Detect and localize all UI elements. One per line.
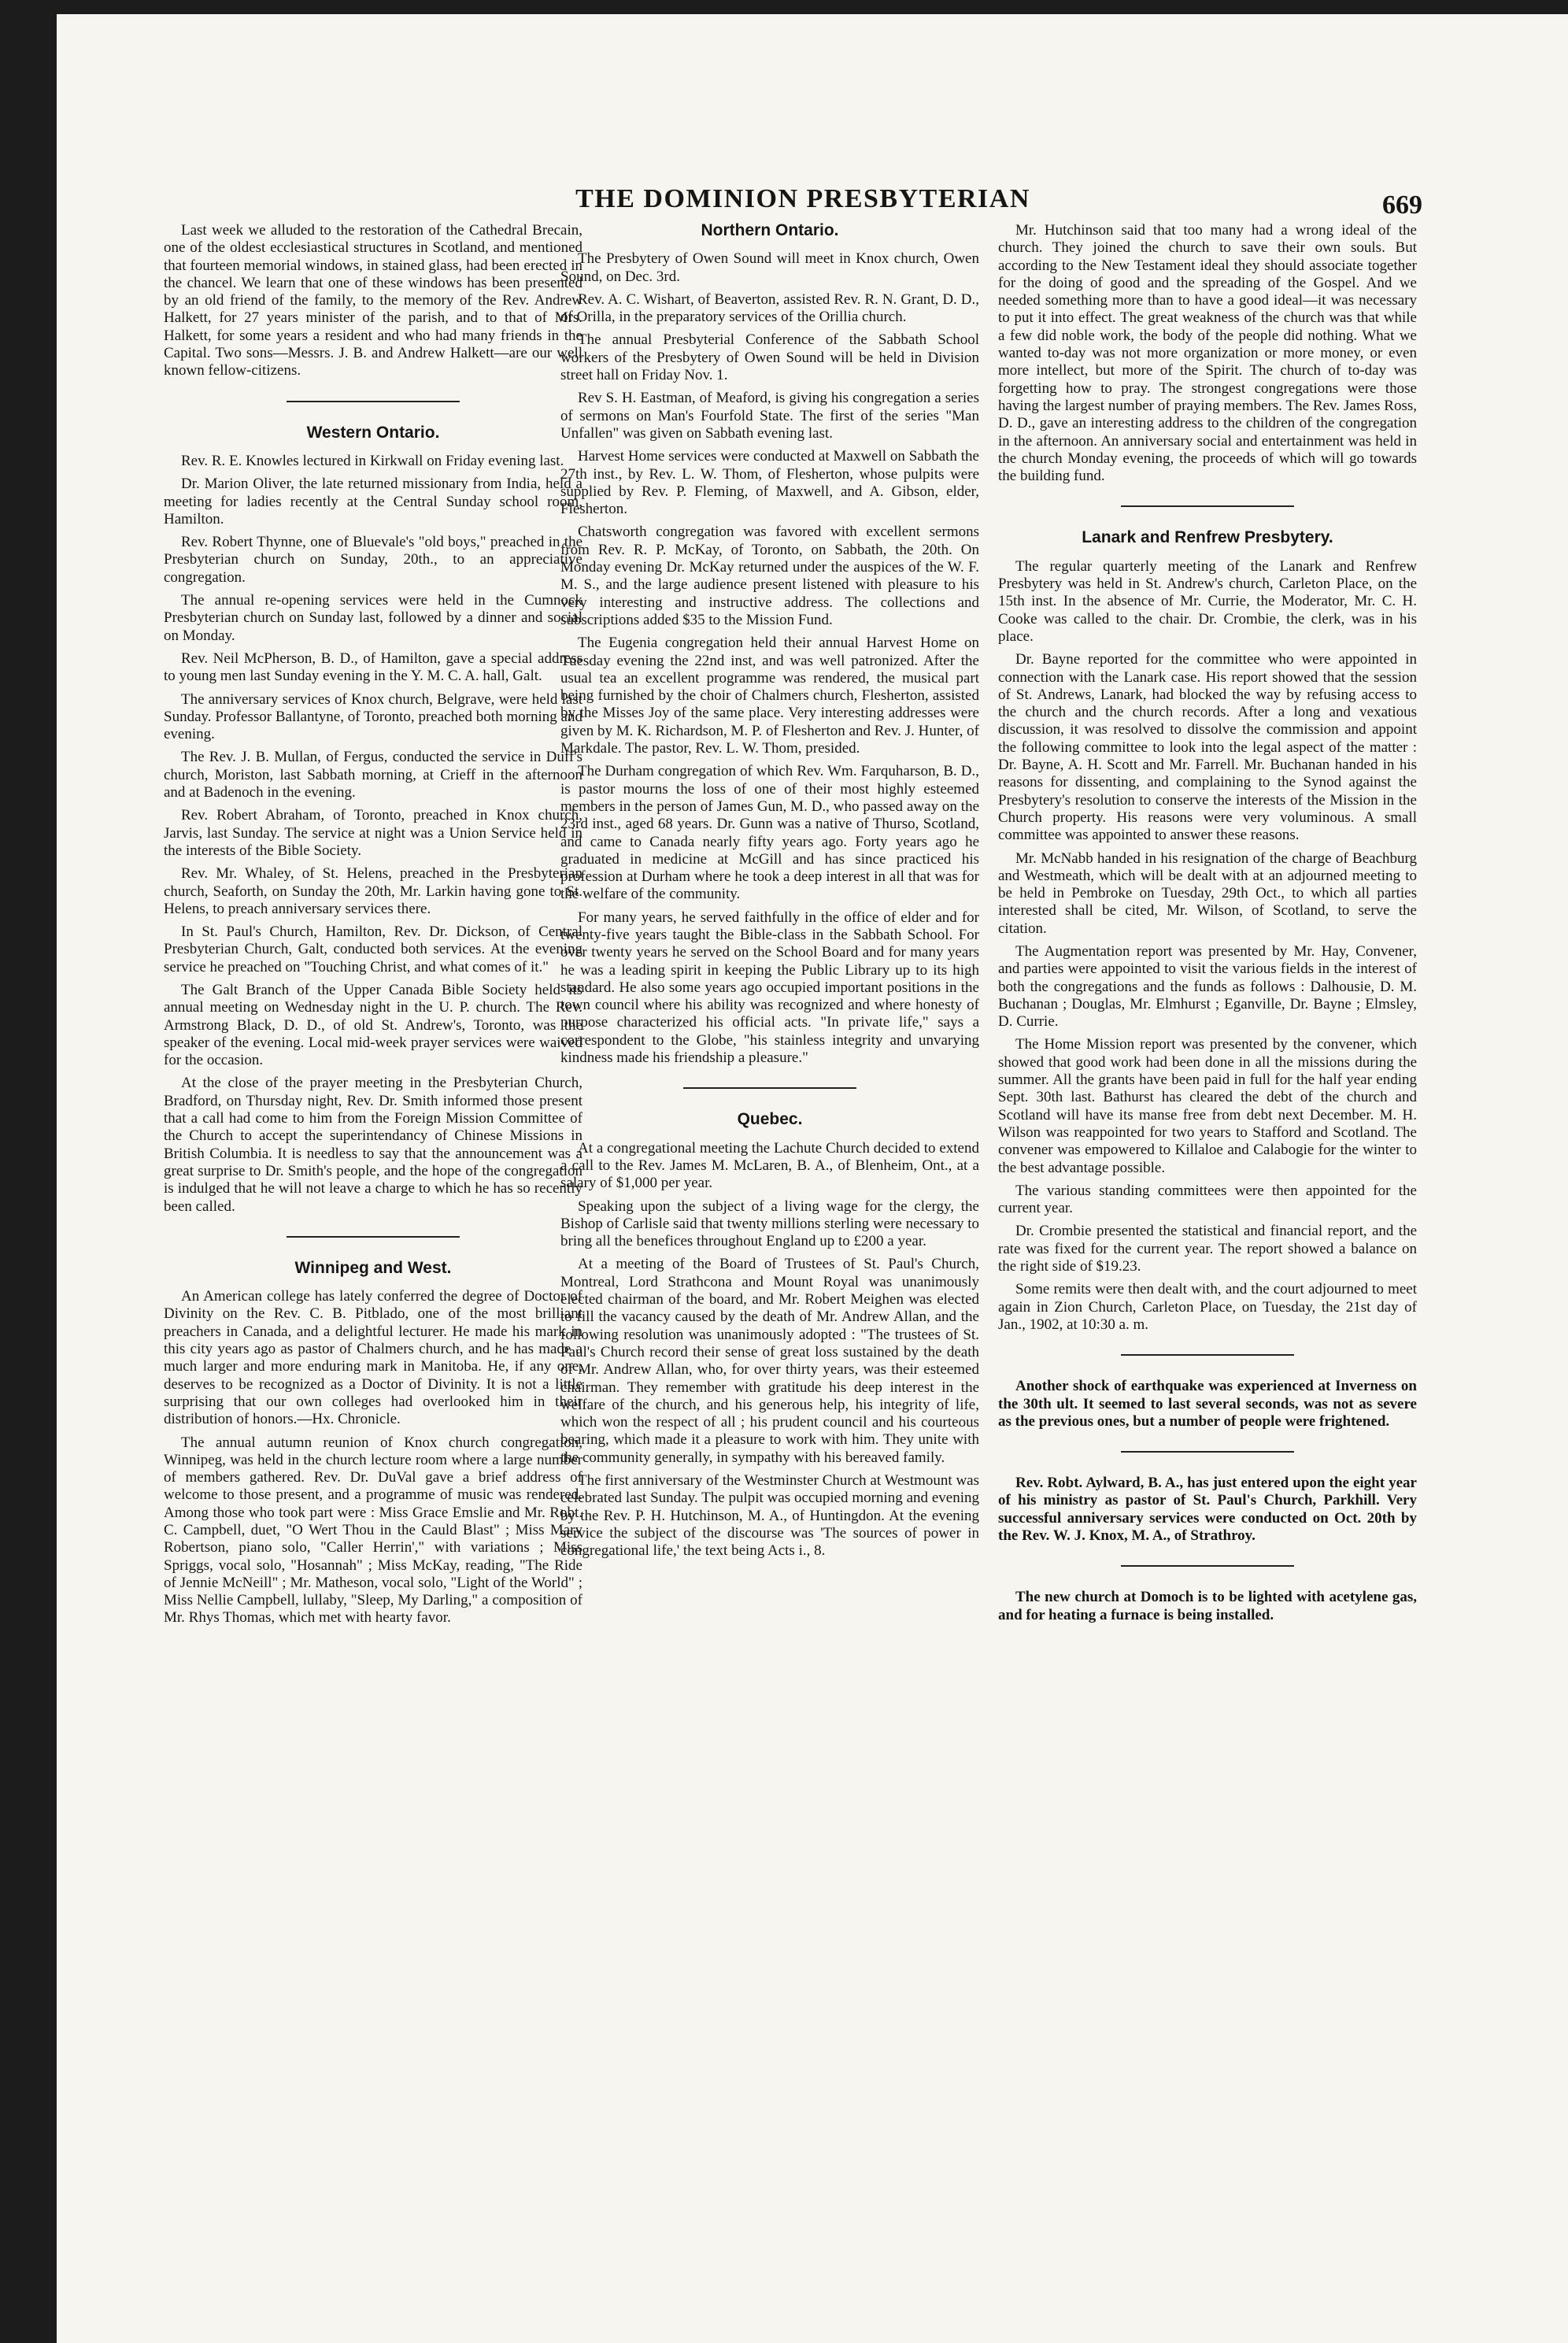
paragraph: The Durham congregation of which Rev. Wm. Farquharson, B. D., is pastor mourns the loss of one of their most highly esteemed members in the person of James Gun, M. D., who passed away on the 23rd inst., aged 68 years. Dr. Gunn was a native of Thurso, Scotland, and came to Canada nearly fifty years ago. Forty years ago he graduated in medicine at McGill and has since practiced his profession at Durham where he took a deep interest in all that was for the welfare of the community. bbox=[560, 763, 979, 903]
quebec-news bbox=[560, 1140, 979, 1560]
paragraph: Speaking upon the subject of a living wage for the clergy, the Bishop of Carlisle said that twenty millions sterling were necessary to bring all the benefices throughout England up to £200 a year. bbox=[560, 1197, 979, 1250]
paragraph: The Galt Branch of the Upper Canada Bible Society held its annual meeting on Wednesday night in the U. P. church. The Rev. Armstrong Black, D. D., of old St. Andrew's, Toronto, was the speaker of the evening. Local mid-week prayer services were waived for the occasion. bbox=[164, 981, 582, 1069]
column-2 bbox=[560, 222, 979, 1565]
paragraph: Rev. Mr. Whaley, of St. Helens, preached in the Presbyterian church, Seaforth, on Sunday the 20th, Mr. Larkin having gone to St. Helens, to preach anniversary services there. bbox=[164, 865, 582, 917]
section-title-quebec: Quebec. bbox=[737, 1110, 803, 1129]
scan-left-border bbox=[0, 0, 57, 2343]
section-divider bbox=[287, 1236, 460, 1238]
column-3 bbox=[998, 222, 1417, 1630]
paragraph: For many years, he served faithfully in the office of elder and for twenty-five years taught the Bible-class in the Sabbath School. For over twenty years he served on the School Board and for many years he was a leading spirit in keeping the Public Library up to its high standard. He also some years ago occupied important positions in the town council where his ability was recognized and where honesty of purpose characterized his official acts. "In private life," says a correspondent to the Globe, "his stainless integrity and unvarying kindness made his friendship a pleasure." bbox=[560, 909, 979, 1067]
intro-article bbox=[164, 222, 582, 380]
section-title-northern-ontario: Northern Ontario. bbox=[701, 221, 839, 239]
westmount-continued bbox=[998, 222, 1417, 485]
lanark-renfrew-report bbox=[998, 558, 1417, 1334]
paragraph: The Presbytery of Owen Sound will meet in Knox church, Owen Sound, on Dec. 3rd. bbox=[560, 250, 979, 285]
earthquake-note bbox=[998, 1378, 1417, 1431]
paragraph: The Augmentation report was presented by Mr. Hay, Convener, and parties were appointed to visit the various fields in the interest of both the congregations and the funds as follows : Dalhousie, D. M. Buchanan ; Douglas, Mr. Elmhurst ; Eganville, Dr. Bayne ; Elmsley, D. Currie. bbox=[998, 942, 1417, 1031]
paragraph: Some remits were then dealt with, and the court adjourned to meet again in Zion Church, Carleton Place, on Tuesday, the 21st day of Jan., 1902, at 10:30 a. m. bbox=[998, 1281, 1417, 1333]
paragraph: Dr. Bayne reported for the committee who were appointed in connection with the Lanark case. His report showed that the session of St. Andrews, Lanark, had blocked the way by refusing access to the church and the church records. After a long and vexatious discussion, it was resolved to dissolve the commission and appoint the following committee to look into the legal aspect of the matter : Dr. Bayne, A. H. Scott and Mr. Farrell. Mr. Buchanan handed in his reasons for dissenting, and complaining to the Synod against the Presbytery's resolution to conserve the interests of the Mission in the Church property. His reasons were very voluminous. A small committee was appointed to answer these reasons. bbox=[998, 651, 1417, 844]
section-divider bbox=[1121, 1565, 1294, 1567]
section-title-winnipeg-west: Winnipeg and West. bbox=[294, 1258, 452, 1277]
paragraph: The first anniversary of the Westminster Church at Westmount was celebrated last Sunday. The pulpit was occupied morning and evening by the Rev. P. H. Hutchinson, M. A., of Huntingdon. At the evening service the subject of the discourse was 'The sources of power in congregational life,' the text being Acts i., 8. bbox=[560, 1472, 979, 1560]
paragraph: Rev S. H. Eastman, of Meaford, is giving his congregation a series of sermons on Man's Fourfold State. The first of the series "Man Unfallen" was given on Sabbath evening last. bbox=[560, 390, 979, 442]
winnipeg-west-news bbox=[164, 1288, 582, 1627]
paragraph: The annual autumn reunion of Knox church congregation, Winnipeg, was held in the church lecture room where a large number of members gathered. Rev. Dr. DuVal gave a brief address of welcome to those present, and a programme of music was rendered. Among those who took part were : Miss Grace Emslie and Mr. Robt. C. Campbell, duet, "O Wert Thou in the Cauld Blast" ; Miss Mary Robertson, piano solo, "Caller Herrin'," with variations ; Miss Spriggs, vocal solo, "Hosannah" ; Miss McKay, reading, "The Ride of Jennie McNeill" ; Mr. Matheson, vocal solo, "Light of the World" ; Miss Nellie Campbell, lullaby, "Sleep, My Darling," a composition of Mr. Rhys Thomas, which met with hearty favor. bbox=[164, 1434, 582, 1627]
paragraph: At a meeting of the Board of Trustees of St. Paul's Church, Montreal, Lord Strathcona and Mount Royal was unanimously elected chairman of the board, and Mr. Robert Meighen was elected to fill the vacancy caused by the death of Mr. Andrew Allan, and the following resolution was unanimously adopted : "The trustees of St. Paul's Church record their sense of great loss sustained by the death of Mr. Andrew Allan, who, for over thirty years, was their esteemed chairman. They remember with gratitude his deep interest in the welfare of the church, and his generous help, his integrity of life, which won the respect of all ; his prudent council and his courteous bearing, which made it a pleasure to work with him. They unite with the community generally, in sympathy with his bereaved family. bbox=[560, 1256, 979, 1466]
column-1 bbox=[164, 222, 582, 1633]
paragraph: Chatsworth congregation was favored with excellent sermons from Rev. R. P. McKay, of Toronto, on Sabbath, the 20th. On Monday evening Dr. McKay returned under the auspices of the W. F. M. S., and the large audience present listened with pleasure to his very interesting and instructive address. The collections and subscriptions added $35 to the Mission Fund. bbox=[560, 524, 979, 628]
paragraph: Dr. Marion Oliver, the late returned missionary from India, held a meeting for ladies recently at the Central Sunday school room, Hamilton. bbox=[164, 476, 582, 527]
paragraph: The new church at Domoch is to be lighted with acetylene gas, and for heating a furnace is being installed. bbox=[998, 1589, 1417, 1623]
section-divider bbox=[1121, 505, 1294, 507]
paragraph: At the close of the prayer meeting in the Presbyterian Church, Bradford, on Thursday night, Rev. Dr. Smith informed those present that a call had come to him from the Foreign Mission Committee of the Church to accept the superintendancy of Chinese Missions in British Columbia. It is needless to say that the announcement was a great surprise to Dr. Smith's people, and the hope of the congregation is indulged that he will not leave a charge to which he has so recently been called. bbox=[164, 1075, 582, 1215]
masthead: THE DOMINION PRESBYTERIAN bbox=[575, 184, 1030, 213]
paragraph: The annual Presbyterial Conference of the Sabbath School workers of the Presbytery of Owen Sound will be held in Division street hall on Friday Nov. 1. bbox=[560, 331, 979, 384]
paragraph: Another shock of earthquake was experienced at Inverness on the 30th ult. It seemed to last several seconds, was not as severe as the previous ones, but a number of people were frightened. bbox=[998, 1378, 1417, 1430]
paragraph: In St. Paul's Church, Hamilton, Rev. Dr. Dickson, of Central Presbyterian Church, Galt, conducted both services. At the evening service he preached on "Touching Christ, and what comes of it." bbox=[164, 924, 582, 975]
paragraph: Rev. Neil McPherson, B. D., of Hamilton, gave a special address to young men last Sunday evening in the Y. M. C. A. hall, Galt. bbox=[164, 650, 582, 685]
section-title-lanark-renfrew: Lanark and Renfrew Presbytery. bbox=[1082, 528, 1333, 547]
section-divider bbox=[1121, 1451, 1294, 1453]
northern-ontario-news bbox=[560, 250, 979, 1067]
page-number: 669 bbox=[1382, 191, 1422, 220]
paragraph: Harvest Home services were conducted at Maxwell on Sabbath the 27th inst., by Rev. L. W. Thom, of Flesherton, whose pulpits were supplied by Rev. P. Fleming, of Maxwell, and A. Gibson, elder, Flesherton. bbox=[560, 448, 979, 518]
section-title-western-ontario: Western Ontario. bbox=[306, 423, 440, 442]
section-divider bbox=[683, 1087, 856, 1089]
paragraph: Rev. Robert Abraham, of Toronto, preached in Knox church, Jarvis, last Sunday. The service at night was a Union Service held in the interests of the Bible Society. bbox=[164, 807, 582, 859]
western-ontario-news bbox=[164, 453, 582, 1216]
paragraph: The Rev. J. B. Mullan, of Fergus, conducted the service in Duff's church, Moriston, last Sabbath morning, at Crieff in the afternoon and at Badenoch in the evening. bbox=[164, 749, 582, 801]
paragraph: The Home Mission report was presented by the convener, which showed that good work had been done in all the missions during the summer. All the grants have been paid in full for the half year ending Sept. 30th last. Bathurst has cleared the debt of the church and Scotland will have its manse free from debt next December. M. H. Wilson was reappointed for two years to Stafford and Scotland. The convener was empowered to Killaloe and Calabogie for the winter to the best advantage possible. bbox=[998, 1036, 1417, 1176]
paragraph: Rev. Robert Thynne, one of Bluevale's "old boys," preached in the Presbyterian church on Sunday, 20th., to an appreciative congregation. bbox=[164, 534, 582, 586]
paragraph: The various standing committees were then appointed for the current year. bbox=[998, 1182, 1417, 1217]
aylward-note bbox=[998, 1475, 1417, 1545]
section-divider bbox=[1121, 1354, 1294, 1356]
paragraph: At a congregational meeting the Lachute Church decided to extend a call to the Rev. James M. McLaren, B. A., of Blenheim, Ont., at a salary of $1,000 per year. bbox=[560, 1139, 979, 1192]
paragraph: Mr. Hutchinson said that too many had a wrong ideal of the church. They joined the church to save their own souls. But according to the New Testament ideal they should associate together for the doing of good and the spreading of the Gospel. And we needed something more than to have a good ideal—it was necessary to put it into effect. The great weakness of the church was that while a few did noble work, the body of the people did nothing. What we wanted to-day was not more organization or more money, or even more intellect, but more of the Spirit. The church of to-day was forgetting how to pray. The strongest congregations were those having the largest number of praying members. The Rev. James Ross, D. D., gave an interesting address to the children of the congregation in the afternoon. An anniversary social and entertainment was held in the church Monday evening, the proceeds of which will go towards the building fund. bbox=[998, 222, 1417, 485]
paragraph: The regular quarterly meeting of the Lanark and Renfrew Presbytery was held in St. Andrew's church, Carleton Place, on the 15th inst. In the absence of Mr. Currie, the Moderator, Mr. C. H. Cooke was called to the chair. Dr. Crombie, the clerk, was in his place. bbox=[998, 557, 1417, 645]
paragraph: Rev. R. E. Knowles lectured in Kirkwall on Friday evening last. bbox=[181, 452, 564, 469]
paragraph: Rev. A. C. Wishart, of Beaverton, assisted Rev. R. N. Grant, D. D., of Orilla, in the preparatory services of the Orillia church. bbox=[560, 291, 979, 326]
paragraph: The annual re-opening services were held in the Cumnock Presbyterian church on Sunday last, followed by a dinner and social on Monday. bbox=[164, 592, 582, 644]
paragraph: Rev. Robt. Aylward, B. A., has just entered upon the eight year of his ministry as pastor of St. Paul's Church, Parkhill. Very successful anniversary services were conducted on Oct. 20th by the Rev. W. J. Knox, M. A., of Strathroy. bbox=[998, 1475, 1417, 1544]
paragraph: Mr. McNabb handed in his resignation of the charge of Beachburg and Westmeath, which will be dealt with at an adjourned meeting to be held in Pembroke on Tuesday, 29th Oct., to which all parties interested shall be cited, Mr. Wilson, of Scotland, to serve the citation. bbox=[998, 849, 1417, 937]
paragraph: The Eugenia congregation held their annual Harvest Home on Tuesday evening the 22nd inst, and was well patronized. After the usual tea an excellent programme was rendered, the musical part being furnished by the choir of Chalmers church, Flesherton, assisted by the Misses Joy of the same place. Very interesting addresses were given by M. K. Richardson, M. P. of Flesherton and Rev. J. Hunter, of Markdale. The pastor, Rev. L. W. Thom, presided. bbox=[560, 635, 979, 757]
paragraph: Dr. Crombie presented the statistical and financial report, and the rate was fixed for the current year. The report showed a balance on the right side of $19.23. bbox=[998, 1223, 1417, 1275]
paragraph: The anniversary services of Knox church, Belgrave, were held last Sunday. Professor Ballantyne, of Toronto, preached both morning and evening. bbox=[164, 690, 582, 743]
scan-top-border bbox=[0, 0, 1568, 14]
domoch-note bbox=[998, 1589, 1417, 1624]
section-divider bbox=[287, 401, 460, 402]
paragraph: An American college has lately conferred the degree of Doctor of Divinity on the Rev. C. B. Pitblado, one of the most brilliant preachers in Canada, and a delightful lecturer. He made his mark in this city years ago as pastor of Chalmers church, and he has made a much larger and more enduring mark in Manitoba. He, if any one, deserves to be recognized as a Doctor of Divinity. It is not a little surprising that our own colleges had overlooked him in their distribution of honors.—Hx. Chronicle. bbox=[164, 1288, 582, 1428]
paragraph: Last week we alluded to the restoration of the Cathedral Brecain, one of the oldest ecclesiastical structures in Scotland, and mentioned that fourteen memorial windows, in stained glass, had been erected in the chancel. We learn that one of these windows has been presented by an old friend of the family, to the memory of the Rev. Andrew Halkett, for 27 years minister of the parish, and to that of Mrs. Halkett, for some years a resident and who had many friends in the Capital. Two sons—Messrs. J. B. and Andrew Halkett—are our well known fellow-citizens. bbox=[164, 222, 582, 379]
